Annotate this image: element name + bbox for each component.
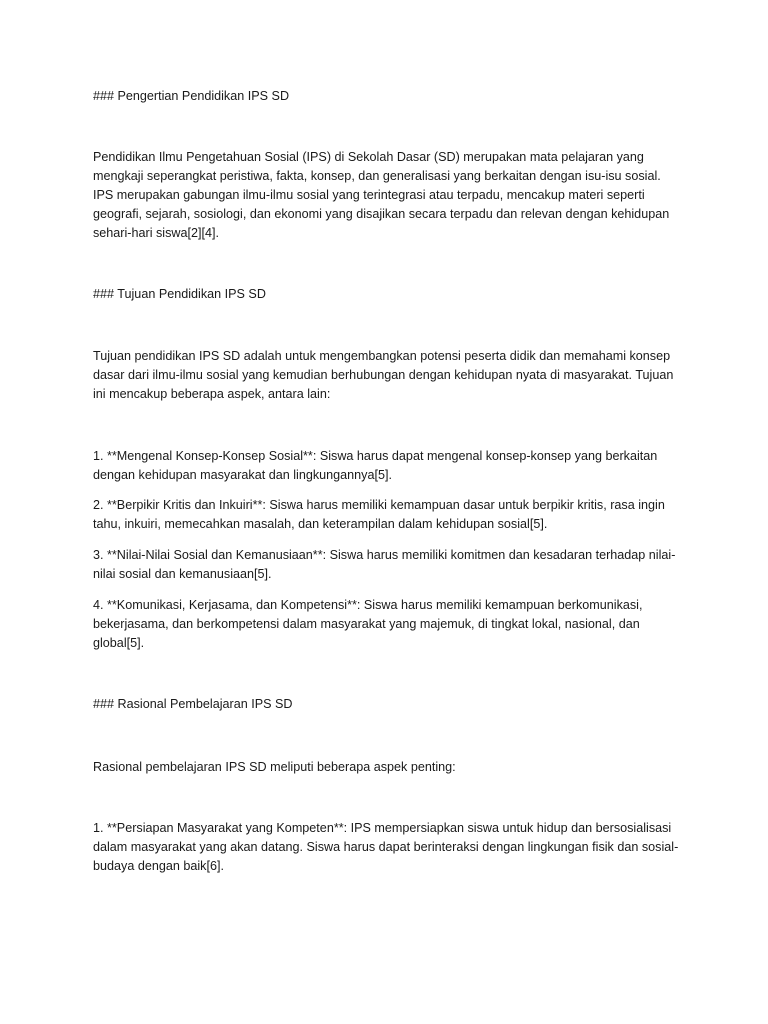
list-item-goal-1: 1. **Mengenal Konsep-Konsep Sosial**: Siswa harus dapat mengenal konsep-konsep yang berkaitan dengan kehidupan masyarakat dan lingkungannya[5]. <box>93 449 658 482</box>
section-heading-pengertian: ### Pengertian Pendidikan IPS SD <box>93 89 290 103</box>
paragraph-tujuan: Tujuan pendidikan IPS SD adalah untuk mengembangkan potensi peserta didik dan memahami konsep dasar dari ilmu-ilmu sosial yang kemudian berhubungan dengan kehidupan nyata di masyarakat. Tujuan ini mencakup beberapa aspek, antara lain: <box>93 349 674 401</box>
paragraph-rasional: Rasional pembelajaran IPS SD meliputi beberapa aspek penting: <box>93 760 456 774</box>
section-heading-rasional: ### Rasional Pembelajaran IPS SD <box>93 697 293 711</box>
list-item-goal-4: 4. **Komunikasi, Kerjasama, dan Kompetensi**: Siswa harus memiliki kemampuan berkomunikasi, bekerjasama, dan berkompetensi dalam masyarakat yang majemuk, di tingkat lokal, nasional, dan global[5]. <box>93 598 643 650</box>
list-item-goal-2: 2. **Berpikir Kritis dan Inkuiri**: Siswa harus memiliki kemampuan dasar untuk berpikir kritis, rasa ingin tahu, inkuiri, memecahkan masalah, dan keterampilan dalam kehidupan sosial[5]. <box>93 498 665 531</box>
list-item-goal-3: 3. **Nilai-Nilai Sosial dan Kemanusiaan**: Siswa harus memiliki komitmen dan kesadaran terhadap nilai-nilai sosial dan kemanusiaan[5]. <box>93 548 676 581</box>
paragraph-pengertian: Pendidikan Ilmu Pengetahuan Sosial (IPS) di Sekolah Dasar (SD) merupakan mata pelajaran yang mengkaji seperangkat peristiwa, fakta, konsep, dan generalisasi yang berkaitan dengan isu-isu sosial. IPS merupakan gabungan ilmu-ilmu sosial yang terintegrasi atau terpadu, mencakup materi seperti geografi, sejarah, sosiologi, dan ekonomi yang disajikan secara terpadu dan relevan dengan kehidupan sehari-hari siswa[2][4]. <box>93 150 670 240</box>
list-item-rationale-1: 1. **Persiapan Masyarakat yang Kompeten**: IPS mempersiapkan siswa untuk hidup dan bersosialisasi dalam masyarakat yang akan datang. Siswa harus dapat berinteraksi dengan lingkungan fisik dan sosial-budaya dengan baik[6]. <box>93 821 679 873</box>
section-heading-tujuan: ### Tujuan Pendidikan IPS SD <box>93 287 266 301</box>
